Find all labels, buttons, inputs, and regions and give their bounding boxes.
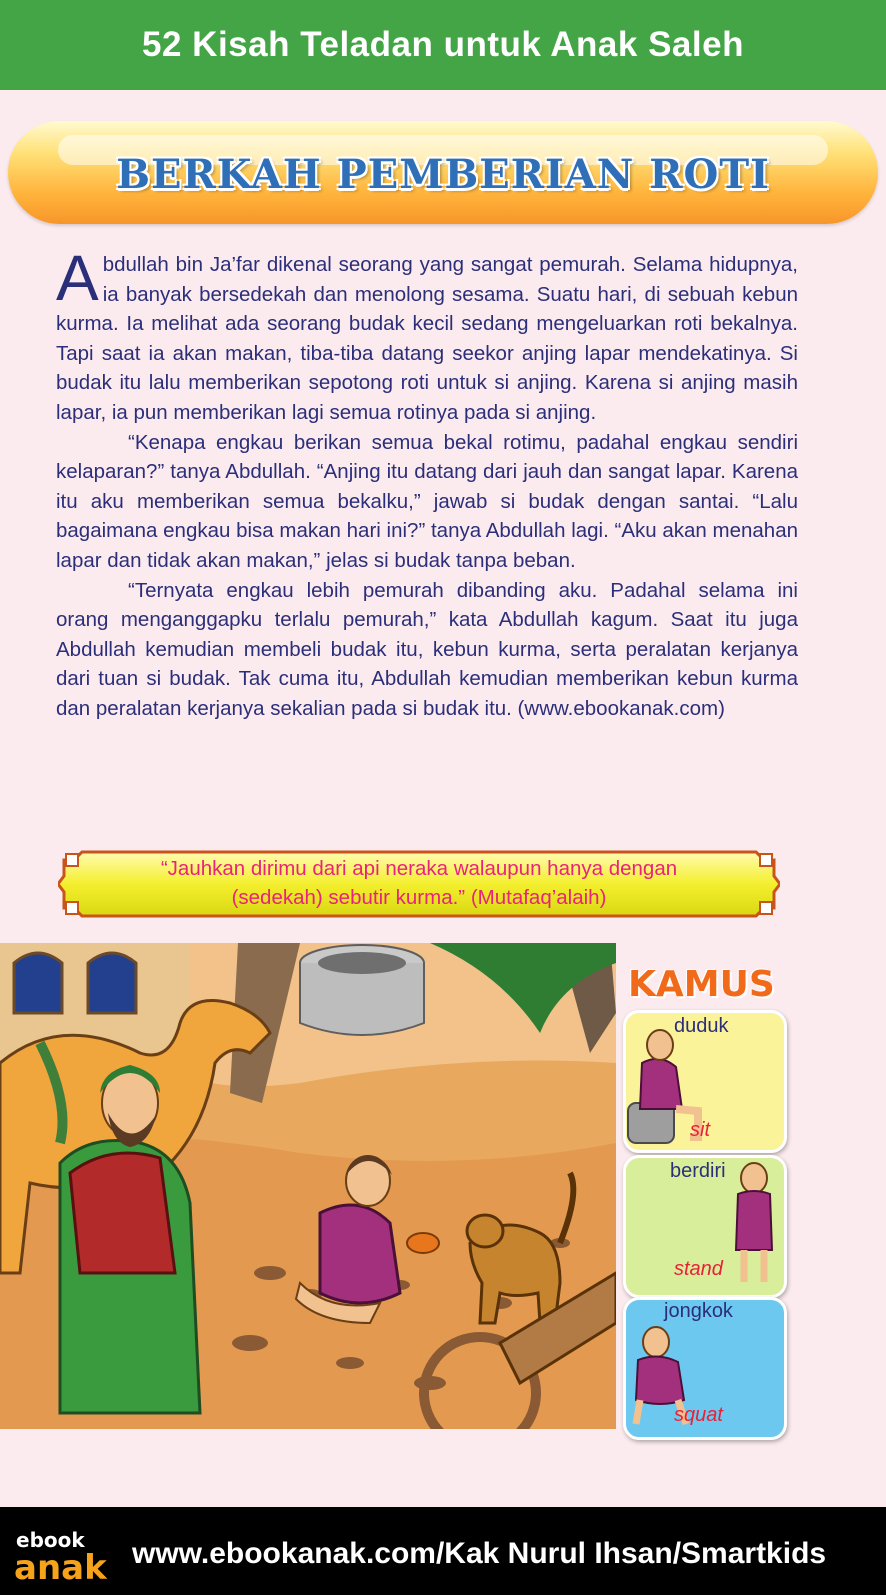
hadith-quote-text [98, 854, 740, 912]
kamus-english-sit: sit [690, 1119, 710, 1141]
story-illustration [0, 943, 616, 1429]
kamus-word-duduk: duduk [674, 1015, 729, 1037]
kamus-word-jongkok: jongkok [664, 1300, 733, 1322]
kamus-card-duduk [623, 1010, 787, 1153]
bread [407, 1233, 439, 1253]
svg-text:anak: anak [14, 1548, 107, 1583]
kamus-english-squat: squat [674, 1404, 723, 1426]
book-series-title: 52 Kisah Teladan untuk Anak Saleh [142, 25, 744, 64]
story-paragraph-1-text: bdullah bin Ja’far dikenal seorang yang sangat pemurah. Selama hidupnya, ia banyak bersedekah dan menolong sesama. Suatu hari, di sebuah kebun kurma. Ia melihat ada seorang budak kecil sedang mengeluarkan roti bekalnya. Tapi saat ia akan makan, tiba-tiba datang seekor anjing lapar mendekatinya. Si budak itu lalu memberikan sepotong roti untuk si anjing. Karena si anjing masih lapar, ia pun memberikan lagi semua rotinya pada si anjing. [56, 253, 798, 424]
story-title: BERKAH PEMBERIAN ROTI [116, 151, 770, 198]
story-title-banner [8, 121, 878, 224]
svg-text:ebook: ebook [16, 1528, 85, 1552]
hadith-quote-box [58, 846, 780, 922]
footer-url[interactable]: www.ebookanak.com/Kak Nurul Ihsan/Smartkids [132, 1537, 827, 1570]
story-paragraph-1 [56, 242, 798, 428]
drop-cap: A [56, 242, 99, 314]
story-paragraph-2: “Kenapa engkau berikan semua bekal rotimu, padahal engkau sendiri kelaparan?” tanya Abdullah. “Anjing itu datang dari jauh dan sangat lapar. Karena itu aku memberikan semua bekalku,” jawab si budak dengan santai. “Lalu bagaimana engkau bisa makan hari ini?” tanya Abdullah lagi. “Aku akan menahan lapar dan tidak akan makan,” jelas si budak tanpa beban. [56, 430, 798, 572]
kamus-english-stand: stand [674, 1258, 723, 1280]
kamus-card-jongkok [623, 1297, 787, 1440]
kamus-card-berdiri [623, 1155, 787, 1298]
arched-window [14, 953, 62, 1013]
ebookanak-logo [12, 1523, 122, 1583]
quote-line-1: “Jauhkan dirimu dari api neraka walaupun hanya dengan [160, 857, 678, 880]
arched-window [88, 953, 136, 1013]
book-series-header [0, 0, 886, 90]
kamus-word-berdiri: berdiri [670, 1160, 726, 1182]
story-paragraph-3: “Ternyata engkau lebih pemurah dibanding aku. Padahal selama ini orang menganggapku terlalu pemurah,” kata Abdullah kagum. Saat itu juga Abdullah kemudian membeli budak itu, kebun kurma, serta peralatan kerjanya dari tuan si budak. Tak cuma itu, Abdullah kemudian memberikan kebun kurma dan peralatan kerjanya sekalian pada si budak itu. (www.ebookanak.com) [56, 578, 798, 720]
well [300, 945, 424, 1035]
quote-line-2: (sedekah) sebutir kurma.” (Mutafaq’alaih) [231, 886, 607, 909]
illustration-scene [0, 943, 616, 1429]
kamus-title: KAMUS [628, 964, 775, 1005]
footer-bar [0, 1507, 886, 1595]
story-body [56, 242, 798, 724]
